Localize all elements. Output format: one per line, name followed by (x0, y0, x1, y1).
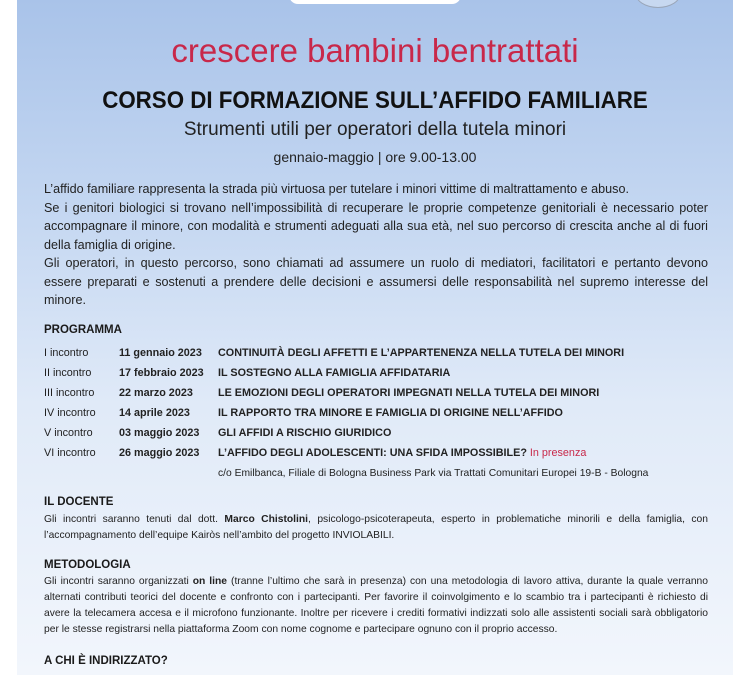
session-topic: CONTINUITÀ DEGLI AFFETTI E L’APPARTENENZA NELLA TUTELA DEI MINORI (218, 347, 625, 359)
session-date: 17 febbraio 2023 (119, 367, 204, 379)
flyer-page (17, 0, 733, 675)
metodologia-mode: on line (192, 576, 228, 587)
program-row (44, 383, 724, 403)
session-topic: IL RAPPORTO TRA MINORE E FAMIGLIA DI ORIGINE NELL’AFFIDO (218, 407, 563, 419)
session-number: IV incontro (44, 407, 96, 419)
metodologia-description: (tranne l’ultimo che sarà in presenza) con una metodologia di lavoro attiva, durante la quale verranno alternati contributi teorici del docente e confronto con i partecipanti. Per favorire il coinvolgimento e lo scambio tra i partecipanti è richiesto di avere la telecamera accesa e il microfono funzionante. Inoltre per ricevere i crediti formativi indizzati solo alle assistenti sociali sarà obbligatorio per le stesse registrarsi nella piattaforma Zoom con nome cognome e partecipare ognuno con il proprio accesso. (44, 576, 709, 635)
metodologia-text (44, 574, 708, 638)
program-row (44, 363, 724, 383)
docente-name: Marco Chistolini (224, 514, 309, 525)
tagline: crescere bambini bentrattati (171, 32, 579, 69)
session-date: 14 aprile 2023 (119, 407, 190, 419)
session-date: 22 marzo 2023 (119, 387, 193, 399)
intro-paragraph: L’affido familiare rappresenta la strada più virtuosa per tutelare i minori vittime di maltrattamento e abuso. (44, 182, 629, 196)
program-row (44, 443, 724, 463)
course-title: CORSO DI FORMAZIONE SULL’AFFIDO FAMILIARE (102, 87, 648, 114)
metodologia-heading: METODOLOGIA (44, 559, 131, 571)
docente-heading: IL DOCENTE (44, 496, 114, 508)
session-topic: GLI AFFIDI A RISCHIO GIURIDICO (218, 427, 392, 439)
docente-description: , psicologo-psicoterapeuta, esperto in problematiche minorili e della famiglia, con l’accompagnamento dell’equipe Kairòs nell’ambito del progetto INVIOLABILI. (44, 514, 708, 541)
program-row (44, 423, 724, 443)
program-row (44, 403, 724, 423)
session-number: V incontro (44, 427, 93, 439)
header-logo-box (289, 0, 461, 4)
presence-note: In presenza (529, 447, 587, 459)
programma-heading: PROGRAMMA (44, 324, 122, 336)
session-topic: LE EMOZIONI DEGLI OPERATORI IMPEGNATI NELLA TUTELA DEI MINORI (218, 387, 600, 399)
programma-list (44, 343, 724, 483)
docente-intro: Gli incontri saranno tenuti dal dott. (44, 514, 225, 525)
session-date: 03 maggio 2023 (119, 427, 200, 439)
course-subtitle: Strumenti utili per operatori della tutela minori (183, 119, 567, 140)
session-topic-text: L’AFFIDO DEGLI ADOLESCENTI: UNA SFIDA IMPOSSIBILE? (218, 447, 527, 459)
session-topic: IL SOSTEGNO ALLA FAMIGLIA AFFIDATARIA (218, 367, 451, 379)
intro-text (44, 180, 708, 310)
metodologia-intro: Gli incontri saranno organizzati (44, 576, 193, 587)
session-number: II incontro (44, 367, 92, 379)
program-row (44, 343, 724, 363)
docente-text (44, 512, 708, 544)
session-topic (218, 447, 586, 459)
session-number: III incontro (44, 387, 95, 399)
intro-paragraph: Se i genitori biologici si trovano nell’impossibilità di recuperare le proprie competenze genitoriali è necessario poter accompagnare il minore, con modalità e strumenti adeguati alla sua età, nel suo percorso di crescita anche al di fuori della famiglia di origine. (44, 200, 708, 252)
session-date: 26 maggio 2023 (119, 447, 200, 459)
venue-address: c/o Emilbanca, Filiale di Bologna Business Park via Trattati Comunitari Europei 19-B - Bologna (218, 467, 649, 479)
session-date: 11 gennaio 2023 (119, 347, 202, 359)
seal-logo (635, 0, 681, 8)
session-number: VI incontro (44, 447, 96, 459)
course-dates: gennaio-maggio | ore 9.00-13.00 (273, 149, 477, 165)
session-number: I incontro (44, 347, 89, 359)
destinatari-heading: A CHI È INDIRIZZATO? (44, 655, 168, 667)
intro-paragraph: Gli operatori, in questo percorso, sono chiamati ad assumere un ruolo di mediatori, facilitatori e pertanto devono essere preparati e sostenuti a prendere delle decisioni e assumersi delle responsabilità nel supremo interesse del minore. (44, 256, 708, 307)
